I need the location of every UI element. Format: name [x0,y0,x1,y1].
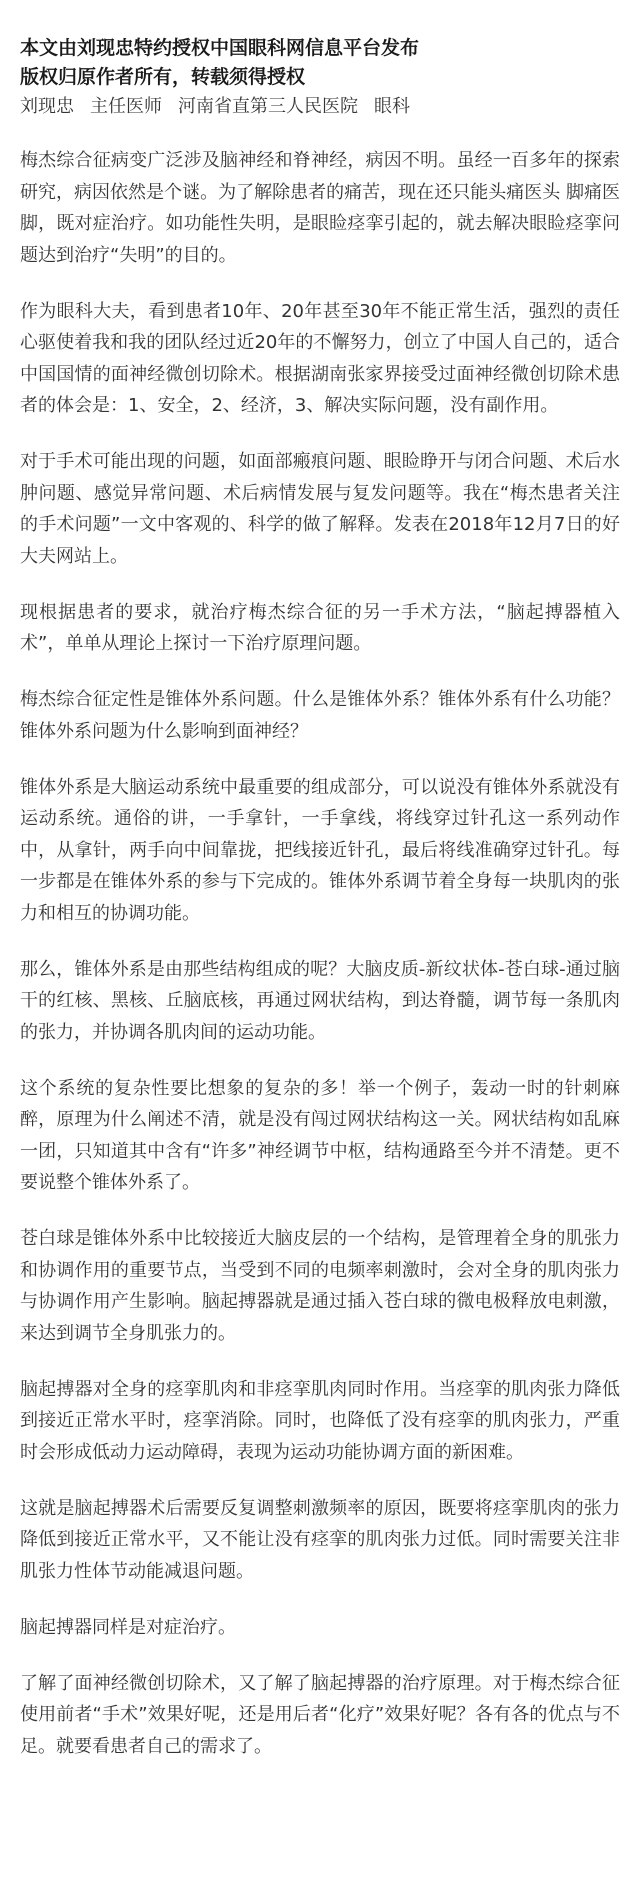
author-name: 刘现忠 [20,96,74,117]
copyright-notice: 版权归原作者所有，转载须得授权 [20,66,306,88]
paragraph: 对于手术可能出现的问题，如面部瘢痕问题、眼睑睁开与闭合问题、术后水肿问题、感觉异常问题、术后病情发展与复发问题等。我在“梅杰患者关注的手术问题”一文中客观的、科学的做了解释。发表在2018年12月7日的好大夫网站上。 [20,451,620,567]
paragraph: 脑起搏器对全身的痉挛肌肉和非痉挛肌肉同时作用。当痉挛的肌肉张力降低到接近正常水平时，痉挛消除。同时，也降低了没有痉挛的肌肉张力，严重时会形成低动力运动障碍，表现为运动功能协调方面的新困难。 [20,1378,620,1463]
author-info [20,92,620,121]
paragraph: 了解了面神经微创切除术，又了解了脑起搏器的治疗原理。对于梅杰综合征使用前者“手术”效果好呢，还是用后者“化疗”效果好呢？各有各的优点与不足。就要看患者自己的需求了。 [20,1672,620,1757]
paragraph: 作为眼科大夫，看到患者10年、20年甚至30年不能正常生活，强烈的责任心驱使着我和我的团队经过近20年的不懈努力，创立了中国人自己的，适合中国国情的面神经微创切除术。根据湖南张家界接受过面神经微创切除术患者的体会是：1、安全，2、经济，3、解决实际问题，没有副作用。 [20,300,620,416]
paragraph: 这个系统的复杂性要比想象的复杂的多！举一个例子，轰动一时的针刺麻醉，原理为什么阐述不清，就是没有闯过网状结构这一关。网状结构如乱麻一团，只知道其中含有“许多”神经调节中枢，结构通路至今并不清楚。更不要说整个锥体外系了。 [20,1077,620,1193]
paragraph: 这就是脑起搏器术后需要反复调整刺激频率的原因，既要将痉挛肌肉的张力降低到接近正常水平，又不能让没有痉挛的肌肉张力过低。同时需要关注非肌张力性体节动能减退问题。 [20,1497,620,1582]
author-department: 眼科 [374,96,410,117]
paragraph: 锥体外系是大脑运动系统中最重要的组成部分，可以说没有锥体外系就没有运动系统。通俗的讲，一手拿针，一手拿线，将线穿过针孔这一系列动作中，从拿针，两手向中间靠拢，把线接近针孔，最后将线准确穿过针孔。每一步都是在锥体外系的参与下完成的。锥体外系调节着全身每一块肌肉的张力和相互的协调功能。 [20,776,620,924]
author-title: 主任医师 [90,96,162,117]
article-header [20,34,620,121]
paragraph: 梅杰综合征定性是锥体外系问题。什么是锥体外系？锥体外系有什么功能？锥体外系问题为什么影响到面神经？ [20,689,620,742]
article-body [20,145,620,1762]
paragraph: 梅杰综合征病变广泛涉及脑神经和脊神经，病因不明。虽经一百多年的探索研究，病因依然是个谜。为了解除患者的痛苦，现在还只能头痛医头 脚痛医脚，既对症治疗。如功能性失明，是眼睑痉挛引起的，就去解决眼睑痉挛问题达到治疗“失明”的目的。 [20,150,620,266]
authorization-notice: 本文由刘现忠特约授权中国眼科网信息平台发布 [20,37,420,59]
paragraph: 现根据患者的要求，就治疗梅杰综合征的另一手术方法，“脑起搏器植入术”，单单从理论上探讨一下治疗原理问题。 [20,601,620,654]
paragraph: 那么，锥体外系是由那些结构组成的呢？大脑皮质-新纹状体-苍白球-通过脑干的红核、黑核、丘脑底核，再通过网状结构，到达脊髓，调节每一条肌肉的张力，并协调各肌肉间的运动功能。 [20,958,620,1043]
paragraph: 苍白球是锥体外系中比较接近大脑皮层的一个结构，是管理着全身的肌张力和协调作用的重要节点，当受到不同的电频率刺激时，会对全身的肌肉张力与协调作用产生影响。脑起搏器就是通过插入苍白球的微电极释放电刺激，来达到调节全身肌张力的。 [20,1228,620,1344]
author-hospital: 河南省直第三人民医院 [178,96,358,117]
paragraph: 脑起搏器同样是对症治疗。 [20,1616,236,1638]
